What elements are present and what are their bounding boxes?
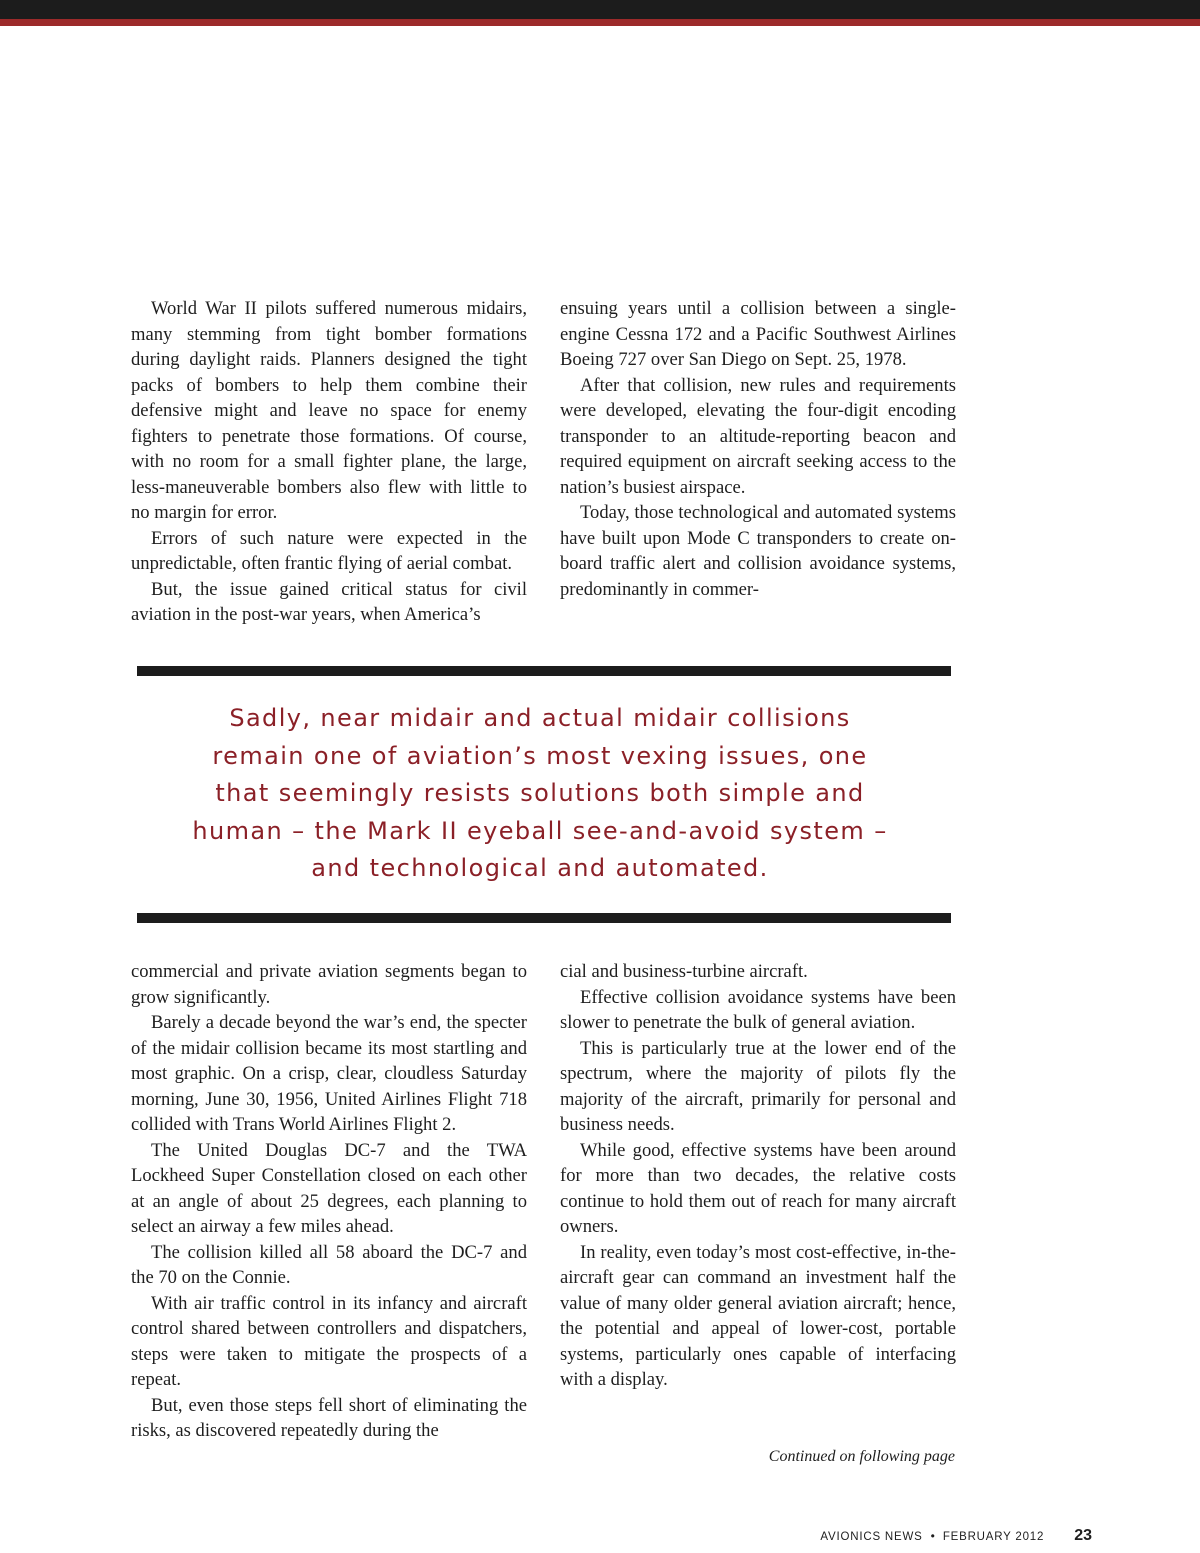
paragraph: commercial and private aviation segments began to grow significantly. [131,961,527,1008]
pull-quote-line: human – the Mark II eyeball see-and-avoid system – [192,816,888,845]
magazine-name: AVIONICS NEWS [820,1531,923,1543]
paragraph: Effective collision avoidance systems have been slower to penetrate the bulk of general aviation. [560,986,956,1033]
paragraph: cial and business-turbine aircraft. [560,961,808,982]
paragraph: Errors of such nature were expected in the unpredictable, often frantic flying of aerial combat. [131,527,527,574]
pull-quote-line: Sadly, near midair and actual midair collisions [229,704,851,732]
paragraph: But, even those steps fell short of eliminating the risks, as discovered repeatedly during the [131,1394,527,1441]
article-column-bottom-left [131,959,527,1444]
paragraph: The collision killed all 58 aboard the DC-7 and the 70 on the Connie. [131,1241,527,1288]
pull-quote-line: that seemingly resists solutions both simple and [215,779,865,807]
header-dark-bar [0,0,1200,19]
paragraph: The United Douglas DC-7 and the TWA Lockheed Super Constellation closed on each other at an angle of about 25 degrees, each planning to select an airway a few miles ahead. [131,1139,527,1237]
paragraph: With air traffic control in its infancy and aircraft control shared between controllers and dispatchers, steps were taken to mitigate the prospects of a repeat. [131,1292,527,1390]
continued-note: Continued on following page [768,1448,955,1465]
pull-quote [180,700,900,888]
paragraph: World War II pilots suffered numerous midairs, many stemming from tight bomber formations during daylight raids. Planners designed the tight packs of bombers to help them combine their defensive might and leave no space for enemy fighters to penetrate those formations. Of course, with no room for a small fighter plane, the large, less-maneuverable bombers also flew with little to no margin for error. [131,298,527,523]
pull-quote-line: and technological and automated. [311,854,769,882]
paragraph: Barely a decade beyond the war’s end, the specter of the midair collision became its most startling and most graphic. On a crisp, clear, cloudless Saturday morning, June 30, 1956, United Airlines Flight 718 collided with Trans World Airlines Flight 2. [131,1012,527,1135]
paragraph: After that collision, new rules and requirements were developed, elevating the four-digit encoding transponder to an altitude-reporting beacon and required equipment on aircraft seeking access to the nation’s busiest airspace. [560,374,956,498]
paragraph: ensuing years until a collision between a single-engine Cessna 172 and a Pacific Southwest Airlines Boeing 727 over San Diego on Sept. 25, 1978. [560,298,956,370]
issue-date: FEBRUARY 2012 [942,1531,1045,1543]
article-column-bottom-right [560,959,956,1393]
pull-quote-bottom-rule [137,913,951,923]
header-accent-bar [0,19,1200,26]
paragraph: While good, effective systems have been around for more than two decades, the relative costs continue to hold them out of reach for many aircraft owners. [560,1139,956,1237]
footer-separator: • [930,1529,935,1543]
pull-quote-line: remain one of aviation’s most vexing issues, one [212,741,868,770]
paragraph: Today, those technological and automated systems have built upon Mode C transponders to create on-board traffic alert and collision avoidance systems, predominantly in commer- [560,502,956,600]
article-column-top-right [560,296,956,602]
pull-quote-top-rule [137,666,951,676]
paragraph: In reality, even today’s most cost-effective, in-the-aircraft gear can command an investment half the value of many older general aviation aircraft; hence, the potential and appeal of lower-cost, portable systems, particularly ones capable of interfacing with a display. [560,1241,956,1390]
page-footer [820,1527,1092,1545]
paragraph: But, the issue gained critical status for civil aviation in the post-war years, when America’s [131,578,527,625]
article-column-top-left [131,296,527,628]
paragraph: This is particularly true at the lower end of the spectrum, where the majority of pilots fly the majority of the aircraft, primarily for personal and business needs. [560,1037,956,1135]
page-number: 23 [1074,1527,1092,1544]
